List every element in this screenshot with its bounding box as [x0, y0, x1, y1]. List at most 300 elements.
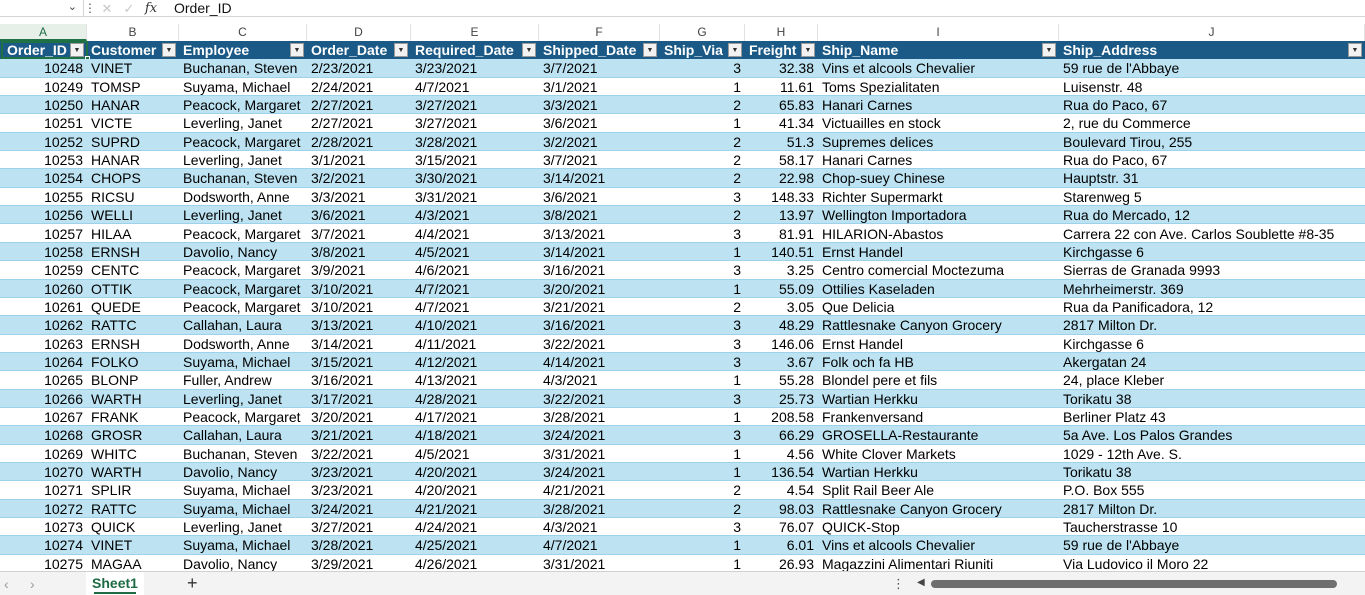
table-cell[interactable]: 3/16/2021	[543, 262, 606, 279]
table-cell[interactable]: Suyama, Michael	[183, 537, 291, 554]
table-cell[interactable]: 3/8/2021	[543, 207, 598, 224]
table-cell[interactable]: 3/13/2021	[543, 225, 606, 242]
table-cell[interactable]: Peacock, Margaret	[183, 133, 301, 150]
table-cell[interactable]: 3/1/2021	[543, 78, 598, 95]
table-cell[interactable]: Davolio, Nancy	[183, 243, 278, 260]
table-cell[interactable]: RATTC	[91, 317, 137, 334]
table-cell[interactable]: Kirchgasse 6	[1063, 335, 1144, 352]
table-cell[interactable]: 2, rue du Commerce	[1063, 115, 1191, 132]
table-cell[interactable]: 6.01	[786, 537, 814, 554]
table-cell[interactable]: Toms Spezialitaten	[822, 78, 940, 95]
table-cell[interactable]: White Clover Markets	[822, 445, 956, 462]
table-cell[interactable]: 2	[733, 298, 741, 315]
table-cell[interactable]: 10249	[44, 78, 83, 95]
filter-dropdown-icon[interactable]: ▼	[70, 43, 84, 57]
table-cell[interactable]: 2/23/2021	[311, 60, 374, 77]
table-cell[interactable]: 10250	[44, 97, 83, 114]
column-letter-d[interactable]: D	[307, 24, 411, 41]
table-cell[interactable]: 10257	[44, 225, 83, 242]
table-cell[interactable]: Blondel pere et fils	[822, 372, 938, 389]
table-cell[interactable]: 4/17/2021	[415, 409, 478, 425]
table-cell[interactable]: 4/12/2021	[415, 353, 478, 370]
header-cell-order-date[interactable]: Order_Date	[311, 42, 388, 58]
table-cell[interactable]: 3/27/2021	[311, 519, 374, 536]
filter-dropdown-icon[interactable]: ▼	[1348, 43, 1362, 57]
table-cell[interactable]: 3/1/2021	[311, 152, 366, 169]
table-cell[interactable]: Rua do Mercado, 12	[1063, 207, 1190, 224]
table-cell[interactable]: 3/9/2021	[311, 262, 366, 279]
table-cell[interactable]: 10267	[44, 409, 83, 425]
table-cell[interactable]: Rattlesnake Canyon Grocery	[822, 500, 1002, 517]
table-cell[interactable]: 3/21/2021	[543, 298, 606, 315]
table-cell[interactable]: 66.29	[778, 427, 814, 444]
table-cell[interactable]: 3/31/2021	[415, 188, 478, 205]
table-cell[interactable]: 10268	[44, 427, 83, 444]
table-cell[interactable]: 5a Ave. Los Palos Grandes	[1063, 427, 1233, 444]
table-cell[interactable]: Torikatu 38	[1063, 464, 1132, 481]
table-cell[interactable]: Peacock, Margaret	[183, 409, 301, 425]
table-cell[interactable]: 3/28/2021	[543, 409, 606, 425]
table-cell[interactable]: Frankenversand	[822, 409, 924, 425]
table-cell[interactable]: 4/3/2021	[415, 207, 470, 224]
table-cell[interactable]: Buchanan, Steven	[183, 60, 298, 77]
table-cell[interactable]: 3/24/2021	[543, 464, 606, 481]
table-cell[interactable]: TOMSP	[91, 78, 141, 95]
table-cell[interactable]: QUICK	[91, 519, 136, 536]
more-options-icon[interactable]: ⋮	[84, 0, 96, 15]
table-cell[interactable]: Folk och fa HB	[822, 353, 914, 370]
table-cell[interactable]: 3/3/2021	[311, 188, 366, 205]
header-cell-freight[interactable]: Freight	[749, 42, 797, 58]
table-cell[interactable]: RICSU	[91, 188, 135, 205]
table-cell[interactable]: 4/20/2021	[415, 464, 478, 481]
function-icon[interactable]: fx	[144, 0, 158, 16]
table-cell[interactable]: 10272	[44, 500, 83, 517]
table-cell[interactable]: WARTH	[91, 390, 142, 407]
table-cell[interactable]: 2/27/2021	[311, 115, 374, 132]
table-cell[interactable]: 3/14/2021	[311, 335, 374, 352]
name-box[interactable]	[0, 0, 84, 17]
table-cell[interactable]: 4/20/2021	[415, 482, 478, 499]
table-cell[interactable]: 3/27/2021	[415, 97, 478, 114]
table-cell[interactable]: 4/14/2021	[543, 353, 606, 370]
table-cell[interactable]: 208.58	[771, 409, 814, 425]
table-cell[interactable]: Leverling, Janet	[183, 390, 282, 407]
table-cell[interactable]: Rua do Paco, 67	[1063, 97, 1168, 114]
table-cell[interactable]: 3/16/2021	[311, 372, 374, 389]
table-cell[interactable]: 2	[733, 207, 741, 224]
table-cell[interactable]: 4/21/2021	[415, 500, 478, 517]
table-cell[interactable]: 10259	[44, 262, 83, 279]
table-cell[interactable]: 1	[733, 445, 741, 462]
filter-dropdown-icon[interactable]: ▼	[162, 43, 176, 57]
table-cell[interactable]: 4/7/2021	[415, 298, 470, 315]
table-cell[interactable]: OTTIK	[91, 280, 133, 297]
table-cell[interactable]: 10258	[44, 243, 83, 260]
filter-dropdown-icon[interactable]: ▼	[290, 43, 304, 57]
filter-dropdown-icon[interactable]: ▼	[394, 43, 408, 57]
table-cell[interactable]: 3/22/2021	[543, 390, 606, 407]
table-cell[interactable]: FRANK	[91, 409, 139, 425]
table-cell[interactable]: Hauptstr. 31	[1063, 170, 1139, 187]
table-cell[interactable]: 10269	[44, 445, 83, 462]
table-cell[interactable]: 3/14/2021	[543, 170, 606, 187]
sheet-tab-sheet1[interactable]: Sheet1	[86, 572, 144, 595]
header-cell-shipped-date[interactable]: Shipped_Date	[543, 42, 637, 58]
table-cell[interactable]: Ernst Handel	[822, 335, 903, 352]
table-cell[interactable]: 4/3/2021	[543, 372, 598, 389]
table-cell[interactable]: 3	[733, 335, 741, 352]
table-cell[interactable]: 3/23/2021	[311, 482, 374, 499]
table-cell[interactable]: Buchanan, Steven	[183, 445, 298, 462]
table-cell[interactable]: 10265	[44, 372, 83, 389]
table-cell[interactable]: 3/10/2021	[311, 298, 374, 315]
table-cell[interactable]: 1	[733, 372, 741, 389]
table-cell[interactable]: 3/21/2021	[311, 427, 374, 444]
table-cell[interactable]: 10264	[44, 353, 83, 370]
next-sheet-icon[interactable]: ›	[30, 576, 35, 592]
table-cell[interactable]: 10261	[44, 298, 83, 315]
header-cell-employee[interactable]: Employee	[183, 42, 250, 58]
table-cell[interactable]: 3/23/2021	[415, 60, 478, 77]
table-cell[interactable]: Leverling, Janet	[183, 115, 282, 132]
table-cell[interactable]: Suyama, Michael	[183, 482, 291, 499]
table-cell[interactable]: GROSELLA-Restaurante	[822, 427, 979, 444]
table-cell[interactable]: 4/25/2021	[415, 537, 478, 554]
table-cell[interactable]: 10254	[44, 170, 83, 187]
table-cell[interactable]: 3/15/2021	[311, 353, 374, 370]
table-cell[interactable]: Callahan, Laura	[183, 427, 282, 444]
table-cell[interactable]: 2/28/2021	[311, 133, 374, 150]
table-cell[interactable]: 3/6/2021	[543, 188, 598, 205]
table-cell[interactable]: 3/31/2021	[543, 445, 606, 462]
table-cell[interactable]: 22.98	[778, 170, 814, 187]
table-cell[interactable]: 136.54	[771, 464, 814, 481]
table-cell[interactable]: Que Delicia	[822, 298, 895, 315]
table-cell[interactable]: 10255	[44, 188, 83, 205]
table-cell[interactable]: VINET	[91, 60, 133, 77]
table-cell[interactable]: CENTC	[91, 262, 140, 279]
header-cell-order-id[interactable]: Order_ID	[7, 42, 67, 58]
table-cell[interactable]: 3	[733, 225, 741, 242]
table-cell[interactable]: 3/7/2021	[543, 152, 598, 169]
table-cell[interactable]: 3/31/2021	[543, 555, 606, 571]
table-cell[interactable]: Rua do Paco, 67	[1063, 152, 1168, 169]
table-cell[interactable]: Carrera 22 con Ave. Carlos Soublette #8-35	[1063, 225, 1335, 242]
table-cell[interactable]: 10273	[44, 519, 83, 536]
column-letter-a[interactable]: A	[0, 24, 87, 41]
more-options-icon[interactable]: ⋮	[892, 576, 905, 591]
table-cell[interactable]: Supremes delices	[822, 133, 934, 150]
table-cell[interactable]: 51.3	[786, 133, 814, 150]
table-cell[interactable]: 3/24/2021	[543, 427, 606, 444]
table-cell[interactable]: 3/22/2021	[543, 335, 606, 352]
table-cell[interactable]: 4/7/2021	[415, 280, 470, 297]
table-cell[interactable]: HILAA	[91, 225, 132, 242]
table-cell[interactable]: 4/10/2021	[415, 317, 478, 334]
horizontal-scrollbar[interactable]	[915, 577, 1363, 590]
table-cell[interactable]: Fuller, Andrew	[183, 372, 272, 389]
table-cell[interactable]: 2	[733, 500, 741, 517]
table-cell[interactable]: 59 rue de l'Abbaye	[1063, 537, 1180, 554]
table-cell[interactable]: Berliner Platz 43	[1063, 409, 1166, 425]
table-cell[interactable]: Peacock, Margaret	[183, 280, 301, 297]
table-cell[interactable]: Suyama, Michael	[183, 78, 291, 95]
table-cell[interactable]: 3/30/2021	[415, 170, 478, 187]
table-cell[interactable]: 148.33	[771, 188, 814, 205]
table-cell[interactable]: 76.07	[778, 519, 814, 536]
table-cell[interactable]: 24, place Kleber	[1063, 372, 1165, 389]
table-cell[interactable]: Hanari Carnes	[822, 152, 913, 169]
table-cell[interactable]: HANAR	[91, 97, 141, 114]
table-cell[interactable]: Dodsworth, Anne	[183, 188, 290, 205]
table-cell[interactable]: 3.67	[786, 353, 814, 370]
table-cell[interactable]: WARTH	[91, 464, 142, 481]
table-cell[interactable]: Magazzini Alimentari Riuniti	[822, 555, 994, 571]
table-cell[interactable]: Torikatu 38	[1063, 390, 1132, 407]
table-cell[interactable]: 2	[733, 482, 741, 499]
table-cell[interactable]: 10274	[44, 537, 83, 554]
table-cell[interactable]: 3/17/2021	[311, 390, 374, 407]
table-cell[interactable]: 3/7/2021	[311, 225, 366, 242]
table-cell[interactable]: 3/16/2021	[543, 317, 606, 334]
table-cell[interactable]: Sierras de Granada 9993	[1063, 262, 1221, 279]
table-cell[interactable]: 58.17	[778, 152, 814, 169]
table-cell[interactable]: 4/18/2021	[415, 427, 478, 444]
table-cell[interactable]: VICTE	[91, 115, 133, 132]
table-cell[interactable]: 10251	[44, 115, 83, 132]
table-cell[interactable]: 10262	[44, 317, 83, 334]
table-cell[interactable]: 3/28/2021	[543, 500, 606, 517]
column-letter-c[interactable]: C	[179, 24, 307, 41]
table-cell[interactable]: Luisenstr. 48	[1063, 78, 1143, 95]
table-cell[interactable]: 4/6/2021	[415, 262, 470, 279]
table-cell[interactable]: Vins et alcools Chevalier	[822, 60, 976, 77]
table-cell[interactable]: 1	[733, 243, 741, 260]
table-cell[interactable]: 10252	[44, 133, 83, 150]
table-cell[interactable]: 3	[733, 427, 741, 444]
table-cell[interactable]: 3	[733, 317, 741, 334]
table-cell[interactable]: 3/13/2021	[311, 317, 374, 334]
table-cell[interactable]: 3	[733, 353, 741, 370]
header-cell-customer[interactable]: Customer	[91, 42, 157, 58]
table-cell[interactable]: 3/2/2021	[311, 170, 366, 187]
table-cell[interactable]: Callahan, Laura	[183, 317, 282, 334]
table-cell[interactable]: 3/10/2021	[311, 280, 374, 297]
table-cell[interactable]: Peacock, Margaret	[183, 262, 301, 279]
table-cell[interactable]: Peacock, Margaret	[183, 298, 301, 315]
table-cell[interactable]: Hanari Carnes	[822, 97, 913, 114]
table-cell[interactable]: 10256	[44, 207, 83, 224]
table-cell[interactable]: Richter Supermarkt	[822, 188, 943, 205]
table-cell[interactable]: 3/28/2021	[415, 133, 478, 150]
filter-dropdown-icon[interactable]: ▼	[643, 43, 657, 57]
table-cell[interactable]: Dodsworth, Anne	[183, 335, 290, 352]
table-cell[interactable]: 4/28/2021	[415, 390, 478, 407]
table-cell[interactable]: Akergatan 24	[1063, 353, 1147, 370]
table-cell[interactable]: 4/7/2021	[415, 78, 470, 95]
table-cell[interactable]: 3/28/2021	[311, 537, 374, 554]
scroll-left-icon[interactable]: ◀	[917, 577, 925, 588]
table-cell[interactable]: Rattlesnake Canyon Grocery	[822, 317, 1002, 334]
table-cell[interactable]: Peacock, Margaret	[183, 225, 301, 242]
table-cell[interactable]: 3/3/2021	[543, 97, 598, 114]
table-cell[interactable]: 10260	[44, 280, 83, 297]
table-cell[interactable]: Peacock, Margaret	[183, 97, 301, 114]
table-cell[interactable]: 2/27/2021	[311, 97, 374, 114]
table-cell[interactable]: 2/24/2021	[311, 78, 374, 95]
formula-input[interactable]: Order_ID	[174, 0, 232, 16]
table-cell[interactable]: Suyama, Michael	[183, 353, 291, 370]
table-cell[interactable]: Chop-suey Chinese	[822, 170, 945, 187]
header-cell-required-date[interactable]: Required_Date	[415, 42, 514, 58]
table-cell[interactable]: 2817 Milton Dr.	[1063, 317, 1158, 334]
table-cell[interactable]: Wartian Herkku	[822, 390, 918, 407]
table-cell[interactable]: 4/26/2021	[415, 555, 478, 571]
table-cell[interactable]: QUICK-Stop	[822, 519, 900, 536]
table-cell[interactable]: 146.06	[771, 335, 814, 352]
chevron-down-icon[interactable]: ⌄	[67, 0, 77, 13]
table-cell[interactable]: SPLIR	[91, 482, 132, 499]
table-cell[interactable]: 3	[733, 390, 741, 407]
table-cell[interactable]: Boulevard Tirou, 255	[1063, 133, 1193, 150]
filter-dropdown-icon[interactable]: ▼	[1042, 43, 1056, 57]
table-cell[interactable]: 32.38	[778, 60, 814, 77]
table-cell[interactable]: 2	[733, 97, 741, 114]
check-icon[interactable]: ✓	[123, 0, 135, 16]
table-cell[interactable]: SUPRD	[91, 133, 141, 150]
table-cell[interactable]: 59 rue de l'Abbaye	[1063, 60, 1180, 77]
table-cell[interactable]: 3/6/2021	[543, 115, 598, 132]
table-cell[interactable]: 41.34	[778, 115, 814, 132]
table-cell[interactable]: 10266	[44, 390, 83, 407]
add-sheet-button[interactable]: +	[187, 573, 198, 593]
cancel-icon[interactable]: ✕	[101, 0, 113, 16]
table-cell[interactable]: WHITC	[91, 445, 137, 462]
table-cell[interactable]: Buchanan, Steven	[183, 170, 298, 187]
table-cell[interactable]: 4/7/2021	[543, 537, 598, 554]
table-cell[interactable]: Victuailles en stock	[822, 115, 941, 132]
filter-dropdown-icon[interactable]: ▼	[801, 43, 815, 57]
table-cell[interactable]: Leverling, Janet	[183, 207, 282, 224]
table-cell[interactable]: Davolio, Nancy	[183, 555, 278, 571]
column-letter-g[interactable]: G	[660, 24, 745, 41]
table-cell[interactable]: 1	[733, 464, 741, 481]
table-cell[interactable]: P.O. Box 555	[1063, 482, 1145, 499]
table-cell[interactable]: 4/4/2021	[415, 225, 470, 242]
table-cell[interactable]: Ottilies Kaseladen	[822, 280, 935, 297]
table-cell[interactable]: Wartian Herkku	[822, 464, 918, 481]
table-cell[interactable]: WELLI	[91, 207, 134, 224]
table-cell[interactable]: 10253	[44, 152, 83, 169]
table-cell[interactable]: 3/27/2021	[415, 115, 478, 132]
column-letter-b[interactable]: B	[87, 24, 179, 41]
table-cell[interactable]: 3/24/2021	[311, 500, 374, 517]
table-cell[interactable]: 1	[733, 409, 741, 425]
table-cell[interactable]: HANAR	[91, 152, 141, 169]
table-cell[interactable]: 11.61	[780, 78, 814, 95]
table-cell[interactable]: ERNSH	[91, 335, 141, 352]
table-cell[interactable]: 4.56	[786, 445, 814, 462]
table-cell[interactable]: 3/22/2021	[311, 445, 374, 462]
table-cell[interactable]: Kirchgasse 6	[1063, 243, 1144, 260]
table-cell[interactable]: 10275	[44, 555, 83, 571]
table-cell[interactable]: 4/13/2021	[415, 372, 478, 389]
table-cell[interactable]: 4/24/2021	[415, 519, 478, 536]
table-cell[interactable]: 1029 - 12th Ave. S.	[1063, 445, 1182, 462]
column-letter-e[interactable]: E	[411, 24, 539, 41]
table-cell[interactable]: 4/3/2021	[543, 519, 598, 536]
scrollbar-thumb[interactable]	[931, 580, 1337, 588]
table-cell[interactable]: Via Ludovico il Moro 22	[1063, 555, 1209, 571]
table-cell[interactable]: Centro comercial Moctezuma	[822, 262, 1005, 279]
table-cell[interactable]: 4/11/2021	[415, 335, 477, 352]
table-cell[interactable]: Suyama, Michael	[183, 500, 291, 517]
table-cell[interactable]: 1	[733, 537, 741, 554]
table-cell[interactable]: 98.03	[778, 500, 814, 517]
table-cell[interactable]: 10270	[44, 464, 83, 481]
table-cell[interactable]: 3	[733, 60, 741, 77]
table-cell[interactable]: 3	[733, 262, 741, 279]
header-cell-ship-name[interactable]: Ship_Name	[822, 42, 899, 58]
column-letter-h[interactable]: H	[745, 24, 818, 41]
table-cell[interactable]: 10263	[44, 335, 83, 352]
table-cell[interactable]: 55.28	[778, 372, 814, 389]
header-cell-ship-address[interactable]: Ship_Address	[1063, 42, 1158, 58]
table-cell[interactable]: 3/29/2021	[311, 555, 374, 571]
table-cell[interactable]: 1	[733, 115, 741, 132]
table-cell[interactable]: MAGAA	[91, 555, 142, 571]
table-cell[interactable]: 81.91	[778, 225, 814, 242]
table-cell[interactable]: 3/20/2021	[311, 409, 374, 425]
table-cell[interactable]: Vins et alcools Chevalier	[822, 537, 976, 554]
table-cell[interactable]: 25.73	[778, 390, 814, 407]
column-letter-j[interactable]: J	[1059, 24, 1365, 41]
table-cell[interactable]: 3/2/2021	[543, 133, 598, 150]
table-cell[interactable]: RATTC	[91, 500, 137, 517]
table-cell[interactable]: 3/20/2021	[543, 280, 606, 297]
table-cell[interactable]: 3/8/2021	[311, 243, 366, 260]
table-cell[interactable]: Split Rail Beer Ale	[822, 482, 935, 499]
table-cell[interactable]: 3/14/2021	[543, 243, 606, 260]
column-letter-i[interactable]: I	[818, 24, 1059, 41]
table-cell[interactable]: 10248	[44, 60, 83, 77]
table-cell[interactable]: ERNSH	[91, 243, 141, 260]
table-cell[interactable]: Taucherstrasse 10	[1063, 519, 1178, 536]
table-cell[interactable]: 4/5/2021	[415, 445, 470, 462]
table-cell[interactable]: BLONP	[91, 372, 139, 389]
table-cell[interactable]: 1	[733, 280, 741, 297]
table-cell[interactable]: GROSR	[91, 427, 143, 444]
table-cell[interactable]: Leverling, Janet	[183, 152, 282, 169]
column-letter-f[interactable]: F	[539, 24, 660, 41]
table-cell[interactable]: Mehrheimerstr. 369	[1063, 280, 1184, 297]
prev-sheet-icon[interactable]: ‹	[4, 576, 9, 592]
table-cell[interactable]: 3/23/2021	[311, 464, 374, 481]
table-cell[interactable]: Wellington Importadora	[822, 207, 967, 224]
table-cell[interactable]: 3/15/2021	[415, 152, 478, 169]
table-cell[interactable]: 2	[733, 170, 741, 187]
table-cell[interactable]: 4/5/2021	[415, 243, 470, 260]
table-cell[interactable]: 26.93	[778, 555, 814, 571]
table-cell[interactable]: Ernst Handel	[822, 243, 903, 260]
table-cell[interactable]: 2817 Milton Dr.	[1063, 500, 1158, 517]
table-cell[interactable]: 3.25	[786, 262, 814, 279]
table-cell[interactable]: 1	[733, 78, 741, 95]
table-cell[interactable]: 140.51	[771, 243, 814, 260]
table-cell[interactable]: FOLKO	[91, 353, 139, 370]
table-cell[interactable]: 4.54	[786, 482, 814, 499]
